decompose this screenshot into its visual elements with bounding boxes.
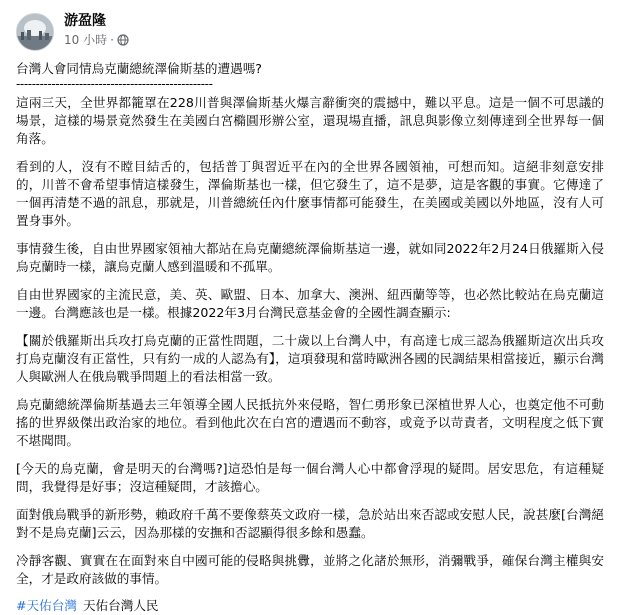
- avatar[interactable]: [16, 13, 54, 51]
- post-paragraph: 冷靜客觀、實實在在面對來自中國可能的侵略與挑釁，並將之化諸於無形，消彌戰爭，確保台灣主權與安全，才是政府該做的事情。: [16, 553, 604, 586]
- avatar-photo-icon: [17, 14, 53, 50]
- globe-icon[interactable]: [117, 34, 129, 46]
- author-name[interactable]: 游盈隆: [64, 13, 106, 29]
- post-paragraph: 烏克蘭總統澤倫斯基過去三年領導全國人民抵抗外來侵略，智仁勇形象已深植世界人心，也奠定他不可動搖的世界級傑出政治家的地位。看到他此次在白宮的遭遇而不動容，或竟予以苛責者，文明程度之低下實不堪聞問。: [16, 397, 604, 448]
- post-paragraph: 事情發生後，自由世界國家領袖大都站在烏克蘭總統澤倫斯基這一邊，就如同2022年2月24日俄羅斯入侵烏克蘭時一樣，讓烏克蘭人感到溫暖和不孤單。: [16, 241, 604, 274]
- post-header: [16, 10, 604, 56]
- post-subline: [64, 32, 129, 48]
- post-meta: [64, 10, 129, 48]
- post-paragraph: 這兩三天，全世界都籠罩在228川普與澤倫斯基火爆言辭衝突的震撼中，難以平息。這是一個不可思議的場景，這樣的場景竟然發生在美國白宮橢圓形辦公室，還現場直播，訊息與影像立刻傳達到全世界每一個角落。: [16, 95, 604, 146]
- post-paragraph: [今天的烏克蘭，會是明天的台灣嗎?]這恐怕是每一個台灣人心中都會浮現的疑問。居安思危，有這種疑問，我覺得是好事；沒這種疑問，才該擔心。: [16, 461, 604, 494]
- post-tagline: 天佑台灣人民: [82, 598, 159, 613]
- post-title: 台灣人會同情烏克蘭總統澤倫斯基的遭遇嗎?: [16, 61, 262, 76]
- post-body: [16, 60, 604, 615]
- post-timestamp[interactable]: 10 小時: [64, 33, 108, 47]
- hashtag-link[interactable]: #天佑台灣: [16, 598, 77, 613]
- post-divider: --------------------------------------------------: [16, 77, 213, 91]
- post-paragraph: 面對俄烏戰爭的新形勢，賴政府千萬不要像蔡英文政府一樣，急於站出來否認或安慰人民，說甚麼[台灣絕對不是烏克蘭]云云，因為那樣的安撫和否認顯得很多餘和愚蠢。: [16, 507, 604, 540]
- post-paragraph: 看到的人，沒有不瞠目結舌的，包括普丁與習近平在內的全世界各國領袖，可想而知。這絕非刻意安排的，川普不會希望事情這樣發生，澤倫斯基也一樣，但它發生了，這不是夢，這是客觀的事實。它傳達了一個再清楚不過的訊息，那就是，川普總統任內什麼事情都可能發生，在美國或美國以外地區，沒有人可置身事外。: [16, 159, 604, 228]
- meta-separator: ·: [110, 33, 114, 47]
- post-tags: [16, 597, 604, 615]
- post-paragraph: 【關於俄羅斯出兵攻打烏克蘭的正當性問題，二十歲以上台灣人中，有高達七成三認為俄羅斯這次出兵攻打烏克蘭沒有正當性，只有約一成的人認為有】，這項發現和當時歐洲各國的民調結果相當接近，顯示台灣人與歐洲人在俄烏戰爭問題上的看法相當一致。: [16, 333, 604, 384]
- post-paragraph: 自由世界國家的主流民意，美、英、歐盟、日本、加拿大、澳洲、紐西蘭等等，也必然比較站在烏克蘭這一邊。台灣應該也是一樣。根據2022年3月台灣民意基金會的全國性調查顯示:: [16, 287, 604, 320]
